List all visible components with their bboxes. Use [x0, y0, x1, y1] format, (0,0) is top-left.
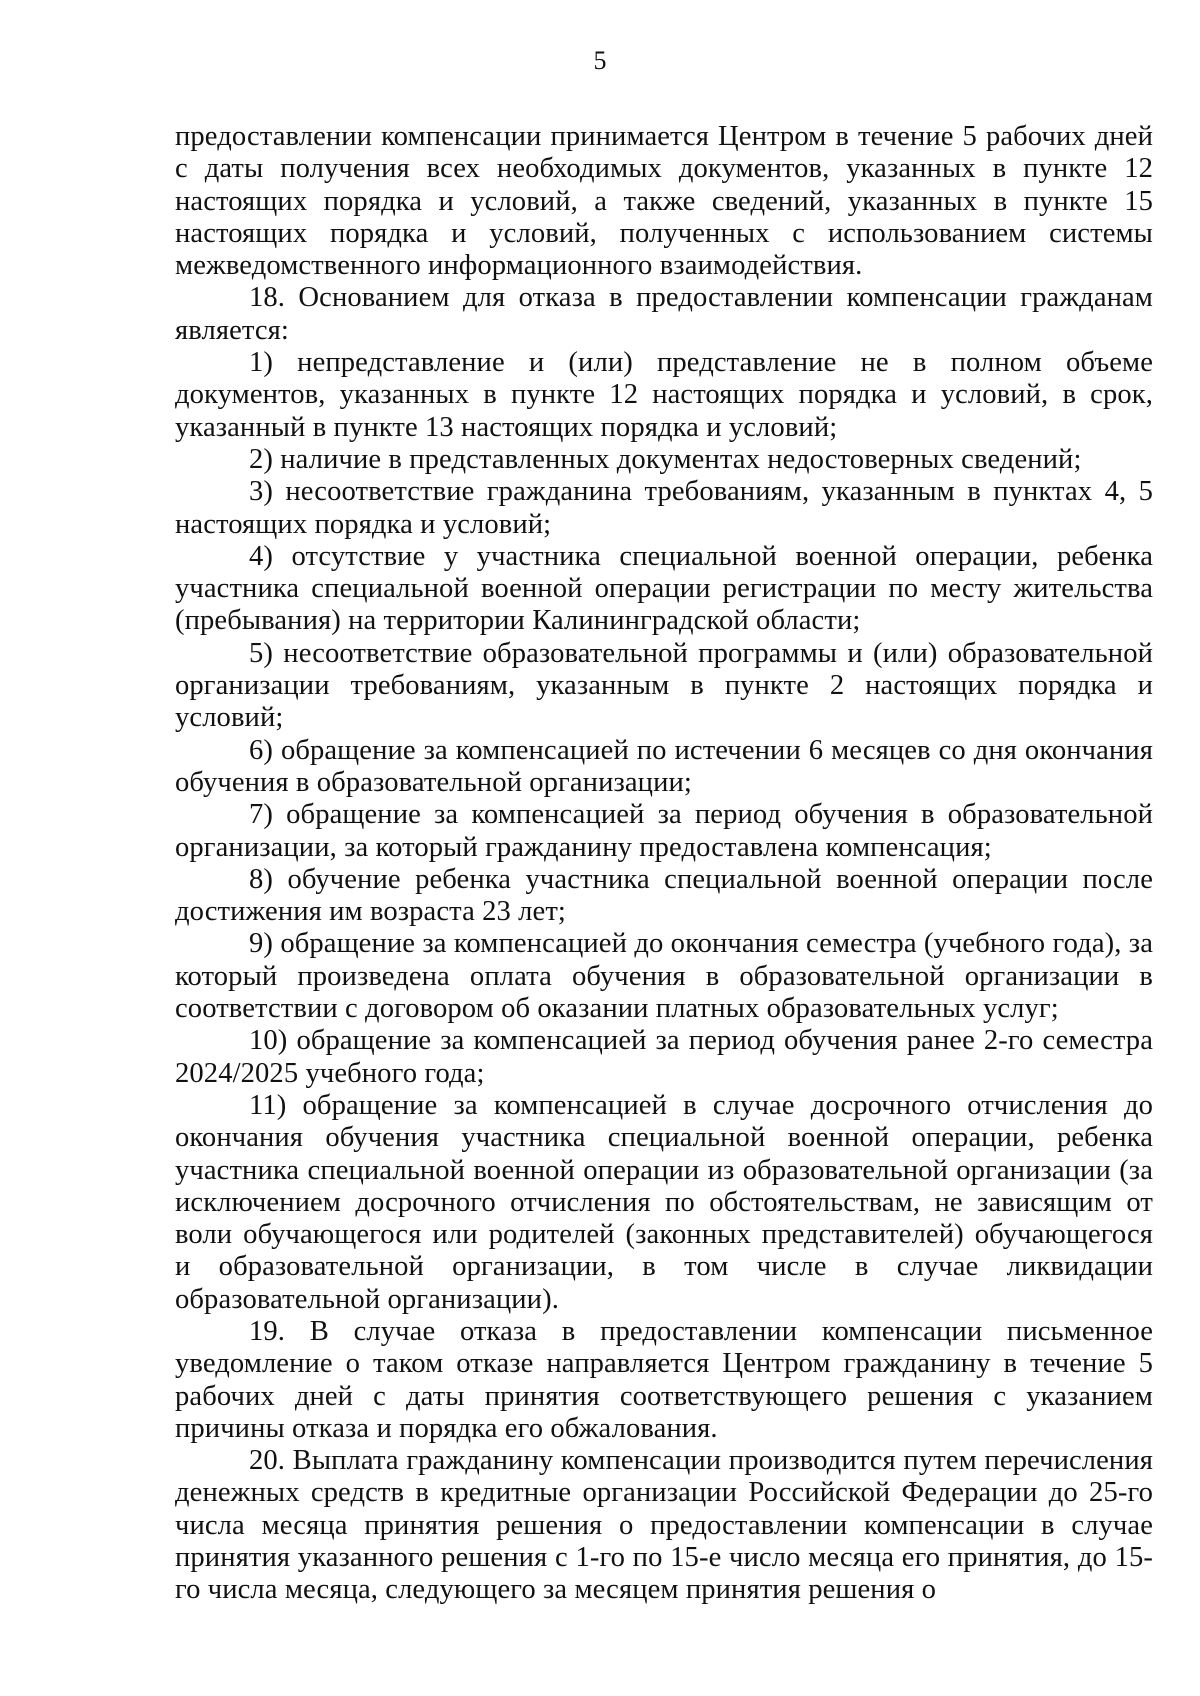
paragraph-clause-19: 19. В случае отказа в предоставлении компенсации письменное уведомление о таком отказе направляется Центром гражданину в течение 5 рабочих дней с даты принятия соответствующего решения с указанием причины отказа и порядка его обжалования. — [175, 1315, 1153, 1444]
list-item-10: 10) обращение за компенсацией за период обучения ранее 2-го семестра 2024/2025 учебного года; — [175, 1025, 1153, 1089]
page-number: 5 — [593, 46, 607, 75]
list-item-11: 11) обращение за компенсацией в случае досрочного отчисления до окончания обучения участника специальной военной операции, ребенка участника специальной военной операции из образовательной организации (за исключением досрочного отчисления по обстоятельствам, не зависящим от воли обучающегося или родителей (законных представителей) обучающегося и образовательной организации, в том числе в случае ликвидации образовательной организации). — [175, 1089, 1153, 1315]
list-item-7: 7) обращение за компенсацией за период обучения в образовательной организации, за который гражданину предоставлена компенсация; — [175, 799, 1153, 863]
list-item-4: 4) отсутствие у участника специальной военной операции, ребенка участника специальной военной операции регистрации по месту жительства (пребывания) на территории Калининградской области; — [175, 540, 1153, 637]
list-item-9: 9) обращение за компенсацией до окончания семестра (учебного года), за который произведена оплата обучения в образовательной организации в соответствии с договором об оказании платных образовательных услуг; — [175, 928, 1153, 1025]
list-item-8: 8) обучение ребенка участника специальной военной операции после достижения им возраста 23 лет; — [175, 863, 1153, 928]
paragraph-clause-18: 18. Основанием для отказа в предоставлении компенсации гражданам является: — [175, 282, 1153, 346]
paragraph-clause-20: 20. Выплата гражданину компенсации производится путем перечисления денежных средств в кредитные организации Российской Федерации до 25-го числа месяца принятия решения о предоставлении компенсации в случае принятия указанного решения с 1-го по 15-е число месяца его принятия, до 15-го числа месяца, следующего за месяцем принятия решения о — [175, 1445, 1153, 1606]
document-body — [175, 121, 1153, 1607]
list-item-6: 6) обращение за компенсацией по истечении 6 месяцев со дня окончания обучения в образовательной организации; — [175, 734, 1153, 798]
list-item-3: 3) несоответствие гражданина требованиям, указанным в пунктах 4, 5 настоящих порядка и условий; — [175, 476, 1153, 540]
list-item-5: 5) несоответствие образовательной программы и (или) образовательной организации требованиям, указанным в пункте 2 настоящих порядка и условий; — [175, 637, 1153, 734]
list-item-1: 1) непредставление и (или) представление не в полном объеме документов, указанных в пункте 12 настоящих порядка и условий, в срок, указанный в пункте 13 настоящих порядка и условий; — [175, 347, 1153, 443]
list-item-2: 2) наличие в представленных документах недостоверных сведений; — [249, 443, 1082, 475]
paragraph-continuation: предоставлении компенсации принимается Центром в течение 5 рабочих дней с даты получения всех необходимых документов, указанных в пункте 12 настоящих порядка и условий, а также сведений, указанных в пункте 15 настоящих порядка и условий, полученных с использованием системы межведомственного информационного взаимодействия. — [175, 121, 1153, 282]
